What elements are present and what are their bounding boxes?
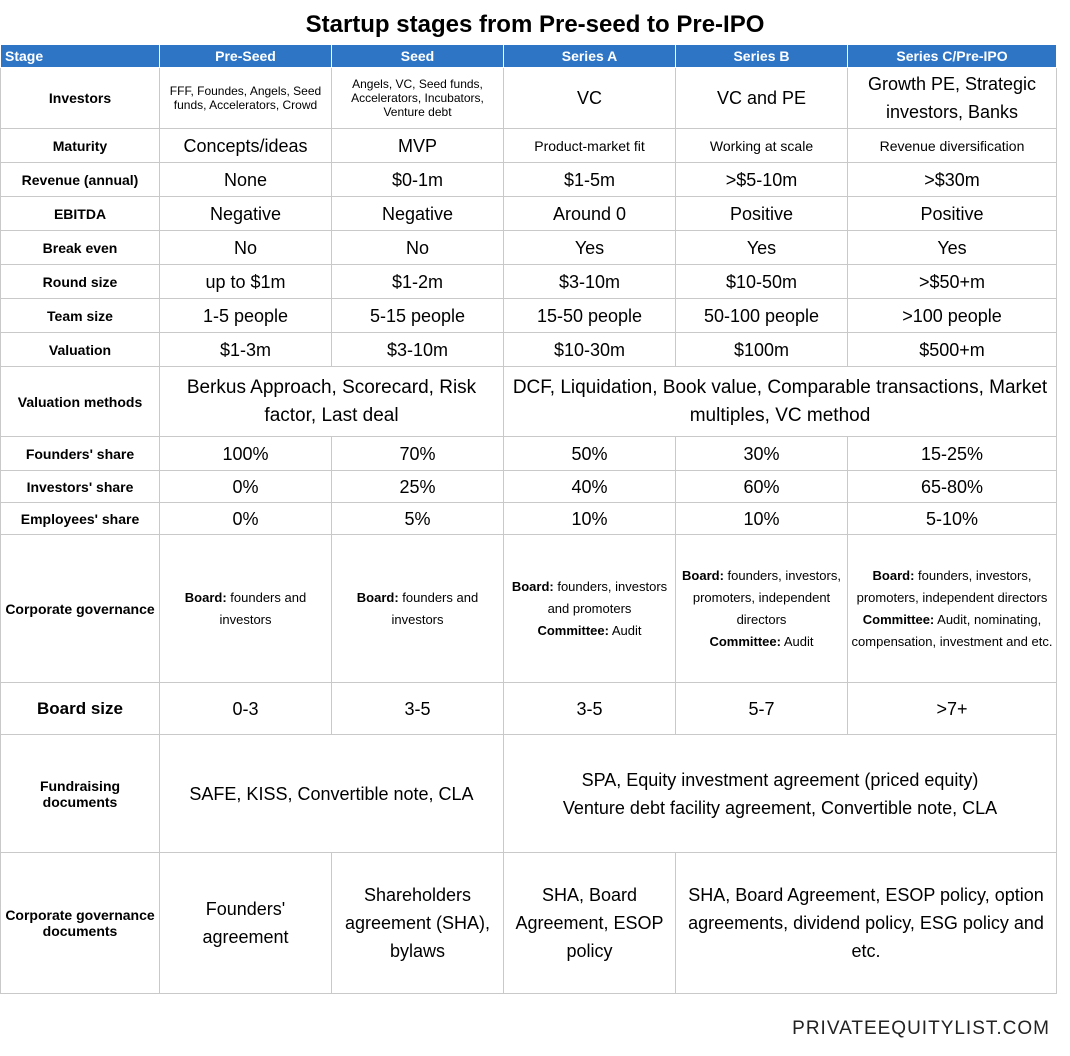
row-label: Corporate governance <box>1 535 160 683</box>
table-cell: 5-10% <box>848 503 1057 535</box>
row-label: Investors <box>1 68 160 129</box>
row-label: Fundraising documents <box>1 735 160 853</box>
table-row <box>1 68 1057 129</box>
fundraising-docs-line: Venture debt facility agreement, Convertible note, CLA <box>562 797 998 818</box>
row-label: Valuation <box>1 333 160 367</box>
table-cell: $1-3m <box>160 333 332 367</box>
table-cell: Shareholders agreement (SHA), bylaws <box>332 853 504 994</box>
board-text: founders, investors, promoters, independent directors <box>856 567 1048 605</box>
table-row <box>1 333 1057 367</box>
table-row <box>1 197 1057 231</box>
committee-label: Committee: <box>862 611 935 627</box>
row-label: Corporate governance documents <box>1 853 160 994</box>
table-cell: Yes <box>848 231 1057 265</box>
table-cell: Growth PE, Strategic investors, Banks <box>848 68 1057 129</box>
table-cell: Concepts/ideas <box>160 129 332 163</box>
table-row <box>1 129 1057 163</box>
table-row <box>1 231 1057 265</box>
table-cell: Around 0 <box>504 197 676 231</box>
table-cell: Founders' agreement <box>160 853 332 994</box>
table-cell: $0-1m <box>332 163 504 197</box>
table-row <box>1 535 1057 683</box>
committee-text: Audit <box>608 622 642 638</box>
table-cell: >$30m <box>848 163 1057 197</box>
governance-cell <box>676 535 848 683</box>
table-cell: 0-3 <box>160 683 332 735</box>
valuation-methods-early: Berkus Approach, Scorecard, Risk factor, Last deal <box>160 367 504 437</box>
valuation-methods-late: DCF, Liquidation, Book value, Comparable transactions, Market multiples, VC method <box>504 367 1057 437</box>
table-cell: VC and PE <box>676 68 848 129</box>
board-label: Board: <box>682 567 724 583</box>
table-cell: $10-50m <box>676 265 848 299</box>
governance-cell <box>332 535 504 683</box>
table-cell: No <box>332 231 504 265</box>
table-cell: Positive <box>676 197 848 231</box>
table-cell: 25% <box>332 471 504 503</box>
table-cell: SHA, Board Agreement, ESOP policy, option agreements, dividend policy, ESG policy and etc. <box>676 853 1057 994</box>
table-cell: 40% <box>504 471 676 503</box>
table-row <box>1 683 1057 735</box>
table-cell: >100 people <box>848 299 1057 333</box>
table-cell: Yes <box>504 231 676 265</box>
table-cell: >$50+m <box>848 265 1057 299</box>
table-cell: Negative <box>332 197 504 231</box>
table-cell: $1-2m <box>332 265 504 299</box>
table-cell: 0% <box>160 471 332 503</box>
board-text: founders, investors and promoters <box>547 578 668 616</box>
row-label: Investors' share <box>1 471 160 503</box>
table-row <box>1 163 1057 197</box>
table-cell: $10-30m <box>504 333 676 367</box>
table-row <box>1 503 1057 535</box>
table-row <box>1 471 1057 503</box>
stage-header: Series A <box>504 45 676 68</box>
table-cell: 5-15 people <box>332 299 504 333</box>
table-cell: 100% <box>160 437 332 471</box>
governance-cell <box>504 535 676 683</box>
table-cell: 50-100 people <box>676 299 848 333</box>
stage-header: Series C/Pre-IPO <box>848 45 1057 68</box>
stage-header: Pre-Seed <box>160 45 332 68</box>
row-label: Employees' share <box>1 503 160 535</box>
table-row <box>1 437 1057 471</box>
table-cell: 10% <box>504 503 676 535</box>
table-cell: 1-5 people <box>160 299 332 333</box>
table-cell: VC <box>504 68 676 129</box>
table-cell: 70% <box>332 437 504 471</box>
table-cell: 0% <box>160 503 332 535</box>
fundraising-docs-late <box>504 735 1057 853</box>
row-label: Board size <box>1 683 160 735</box>
committee-text: Audit <box>780 633 814 649</box>
governance-cell <box>848 535 1057 683</box>
table-cell: 15-25% <box>848 437 1057 471</box>
board-text: founders and investors <box>391 589 479 627</box>
board-label: Board: <box>511 578 554 594</box>
table-row <box>1 735 1057 853</box>
committee-text: Audit, nominating, compensation, investment and etc. <box>851 611 1053 649</box>
table-cell: 3-5 <box>332 683 504 735</box>
table-cell: $100m <box>676 333 848 367</box>
table-row <box>1 265 1057 299</box>
row-label: Round size <box>1 265 160 299</box>
table-cell: 60% <box>676 471 848 503</box>
table-cell: >$5-10m <box>676 163 848 197</box>
table-cell: Revenue diversification <box>848 129 1057 163</box>
table-cell: $3-10m <box>332 333 504 367</box>
table-row <box>1 367 1057 437</box>
row-label: Team size <box>1 299 160 333</box>
table-cell: Angels, VC, Seed funds, Accelerators, Incubators, Venture debt <box>332 68 504 129</box>
table-cell: 10% <box>676 503 848 535</box>
table-cell: Negative <box>160 197 332 231</box>
fundraising-docs-line: SPA, Equity investment agreement (priced equity) <box>581 769 979 790</box>
row-label: Stage <box>1 45 160 68</box>
page-title: Startup stages from Pre-seed to Pre-IPO <box>305 11 765 38</box>
table-cell: Positive <box>848 197 1057 231</box>
table-row <box>1 853 1057 994</box>
table-row <box>1 299 1057 333</box>
stage-header: Seed <box>332 45 504 68</box>
table-cell: $3-10m <box>504 265 676 299</box>
row-label: Founders' share <box>1 437 160 471</box>
table-cell: 5-7 <box>676 683 848 735</box>
row-label: Valuation methods <box>1 367 160 437</box>
table-cell: $1-5m <box>504 163 676 197</box>
table-cell: 15-50 people <box>504 299 676 333</box>
board-label: Board: <box>356 589 399 605</box>
row-label: Revenue (annual) <box>1 163 160 197</box>
table-cell: 50% <box>504 437 676 471</box>
board-text: founders, investors, promoters, independent directors <box>692 567 841 627</box>
table-cell: Working at scale <box>676 129 848 163</box>
site-footer: PRIVATEEQUITYLIST.COM <box>792 1018 1050 1039</box>
stage-header: Series B <box>676 45 848 68</box>
table-cell: 65-80% <box>848 471 1057 503</box>
row-label: EBITDA <box>1 197 160 231</box>
table-cell: FFF, Foundes, Angels, Seed funds, Accelerators, Crowd <box>160 68 332 129</box>
table-cell: None <box>160 163 332 197</box>
table-cell: Yes <box>676 231 848 265</box>
table-cell: 30% <box>676 437 848 471</box>
header-row <box>1 45 1057 68</box>
table-cell: Product-market fit <box>504 129 676 163</box>
startup-stages-table <box>0 44 1057 994</box>
table-cell: MVP <box>332 129 504 163</box>
table-cell: >7+ <box>848 683 1057 735</box>
table-cell: $500+m <box>848 333 1057 367</box>
board-label: Board: <box>872 567 915 583</box>
row-label: Maturity <box>1 129 160 163</box>
committee-label: Committee: <box>537 622 609 638</box>
table-cell: 3-5 <box>504 683 676 735</box>
governance-cell <box>160 535 332 683</box>
committee-label: Committee: <box>709 633 781 649</box>
board-label: Board: <box>184 589 227 605</box>
board-text: founders and investors <box>219 589 307 627</box>
table-cell: up to $1m <box>160 265 332 299</box>
table-cell: No <box>160 231 332 265</box>
fundraising-docs-early: SAFE, KISS, Convertible note, CLA <box>160 735 504 853</box>
table-cell: SHA, Board Agreement, ESOP policy <box>504 853 676 994</box>
table-cell: 5% <box>332 503 504 535</box>
row-label: Break even <box>1 231 160 265</box>
